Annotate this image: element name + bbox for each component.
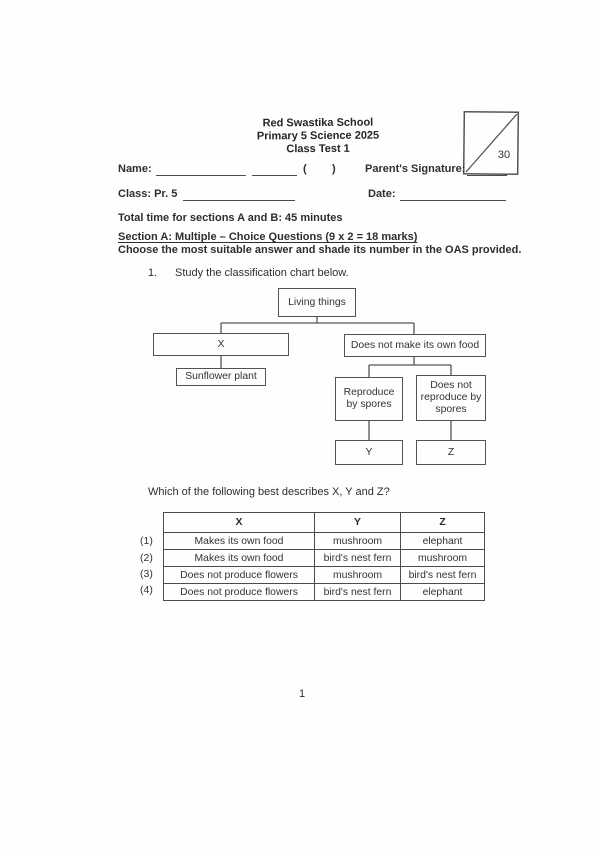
option1-x: Makes its own food <box>164 533 315 550</box>
option-label-2: (2) <box>140 552 153 564</box>
option3-y: mushroom <box>315 567 401 584</box>
options-table-header-row <box>164 513 485 533</box>
chart-node-z: Z <box>416 440 486 465</box>
parent-signature-blank-line <box>467 163 507 176</box>
date-blank-line <box>400 188 506 201</box>
option-label-4: (4) <box>140 584 153 596</box>
table-row <box>164 533 485 550</box>
section-a-heading: Section A: Multiple – Choice Questions (9 x 2 = 18 marks) <box>118 231 418 243</box>
chart-node-reproduce-by-spores: Reproduce by spores <box>335 377 403 421</box>
chart-node-x: X <box>153 333 289 356</box>
date-label: Date: <box>368 188 396 200</box>
class-blank-line <box>183 188 295 201</box>
option4-x: Does not produce flowers <box>164 584 315 601</box>
option2-x: Makes its own food <box>164 550 315 567</box>
parent-signature-label: Parent's Signature: <box>365 163 466 175</box>
option1-y: mushroom <box>315 533 401 550</box>
column-header-z: Z <box>401 513 485 533</box>
table-row <box>164 584 485 601</box>
question1-sub-question: Which of the following best describes X, Y and Z? <box>148 486 390 498</box>
index-paren-close: ) <box>332 163 336 175</box>
table-row <box>164 567 485 584</box>
column-header-x: X <box>164 513 315 533</box>
total-time-note: Total time for sections A and B: 45 minutes <box>118 212 343 224</box>
chart-node-living-things: Living things <box>278 288 356 317</box>
question1-prompt: Study the classification chart below. <box>175 267 349 279</box>
section-a-instruction: Choose the most suitable answer and shade its number in the OAS provided. <box>118 244 522 256</box>
name-blank-line-2 <box>252 163 297 176</box>
score-total: 30 <box>497 149 511 161</box>
paper-test-title: Class Test 1 <box>286 142 350 156</box>
chart-node-does-not-make-food: Does not make its own food <box>344 334 486 357</box>
chart-node-does-not-reproduce: Does not reproduce by spores <box>416 375 486 421</box>
name-label: Name: <box>118 163 152 175</box>
index-paren-open: ( <box>303 163 307 175</box>
option-label-1: (1) <box>140 535 153 547</box>
table-row <box>164 550 485 567</box>
school-name: Red Swastika School <box>262 116 374 130</box>
question1-number: 1. <box>148 267 158 279</box>
option-label-3: (3) <box>140 568 153 580</box>
column-header-y: Y <box>315 513 401 533</box>
options-table <box>163 512 485 601</box>
chart-node-sunflower-plant: Sunflower plant <box>176 368 266 386</box>
page-number: 1 <box>298 688 306 700</box>
option2-y: bird's nest fern <box>315 550 401 567</box>
chart-node-y: Y <box>335 440 403 465</box>
paper-header <box>160 116 476 157</box>
option3-z: bird's nest fern <box>401 567 485 584</box>
paper-subject: Primary 5 Science 2025 <box>256 129 380 143</box>
option4-z: elephant <box>401 584 485 601</box>
class-label: Class: Pr. 5 <box>118 188 178 200</box>
option1-z: elephant <box>401 533 485 550</box>
name-blank-line <box>156 163 246 176</box>
option4-y: bird's nest fern <box>315 584 401 601</box>
option3-x: Does not produce flowers <box>164 567 315 584</box>
option2-z: mushroom <box>401 550 485 567</box>
